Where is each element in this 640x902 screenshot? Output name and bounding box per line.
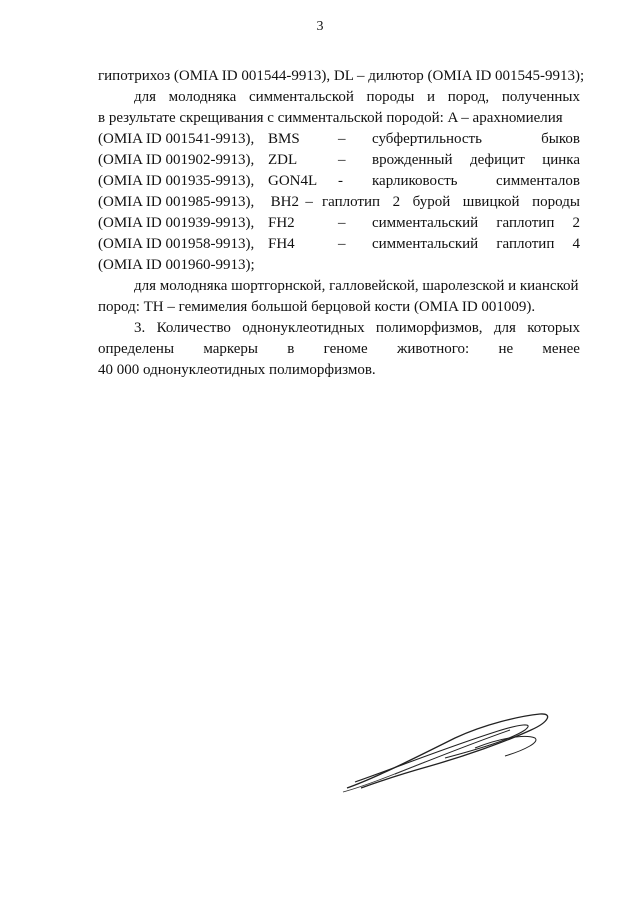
word: геноме	[323, 341, 368, 357]
marker-description	[372, 235, 580, 254]
paragraph-line: для молодняка шортгорнской, галловейской, шаролезской и кианской	[134, 278, 579, 294]
marker-code: BMS	[268, 131, 300, 147]
marker-description	[322, 193, 580, 212]
omia-id: (OMIA ID 001541-9913),	[98, 131, 255, 147]
marker-code: BH2	[270, 194, 299, 210]
omia-id: (OMIA ID 001985-9913),	[98, 194, 255, 210]
word: дефицит	[469, 152, 525, 168]
marker-code: FH4	[268, 236, 295, 252]
dash: -	[338, 173, 343, 189]
marker-code: ZDL	[268, 152, 298, 168]
marker-description	[372, 172, 580, 191]
word: породы	[532, 194, 580, 210]
marker-row	[98, 193, 580, 212]
word: животного:	[396, 341, 470, 357]
marker-description	[372, 214, 580, 233]
marker-code: FH2	[268, 215, 295, 231]
word: в	[287, 341, 295, 357]
paragraph-line: гипотрихоз (OMIA ID 001544-9913), DL – дилютор (OMIA ID 001545-9913);	[98, 68, 585, 84]
omia-id: (OMIA ID 001935-9913),	[98, 173, 255, 189]
marker-row	[98, 214, 580, 233]
paragraph-line: 3. Количество однонуклеотидных полиморфизмов, для которых	[134, 320, 580, 336]
marker-row	[98, 151, 580, 170]
word: цинка	[542, 152, 580, 168]
dash: –	[338, 236, 346, 252]
dash: –	[338, 215, 346, 231]
paragraph-line: пород: TH – гемимелия большой берцовой кости (OMIA ID 001009).	[98, 299, 536, 315]
paragraph-line: в результате скрещивания с симментальской породой: A – арахномиелия	[98, 110, 563, 126]
marker-row	[98, 235, 580, 254]
word: врожденный	[372, 152, 453, 168]
omia-id: (OMIA ID 001960-9913);	[98, 257, 255, 273]
dash: –	[338, 152, 346, 168]
page-number: 3	[316, 19, 324, 34]
word: субфертильность	[372, 131, 482, 147]
marker-row	[98, 172, 580, 191]
word: менее	[542, 341, 580, 357]
word: карликовость	[372, 173, 458, 189]
marker-description	[372, 151, 580, 170]
marker-code: GON4L	[268, 173, 318, 189]
word: не	[498, 341, 514, 357]
paragraph-line: для молодняка симментальской породы и пород, полученных	[134, 89, 580, 105]
word: симментальский	[372, 215, 479, 231]
word: симменталов	[496, 173, 580, 189]
dash: –	[305, 194, 313, 210]
word: гаплотип	[496, 215, 555, 231]
dash: –	[338, 131, 346, 147]
omia-id: (OMIA ID 001958-9913),	[98, 236, 255, 252]
omia-id: (OMIA ID 001939-9913),	[98, 215, 255, 231]
word: маркеры	[203, 341, 259, 357]
word: 2	[572, 215, 580, 231]
word: 2	[392, 194, 401, 210]
word: гаплотип	[496, 236, 555, 252]
word: швицкой	[462, 194, 520, 210]
marker-description	[372, 130, 580, 149]
word: 4	[572, 236, 580, 252]
word: определены	[98, 341, 175, 357]
word: быков	[541, 131, 580, 147]
marker-row	[98, 130, 580, 149]
paragraph-line-justified	[98, 340, 580, 359]
word: бурой	[412, 194, 451, 210]
signature	[335, 708, 565, 798]
word: симментальский	[372, 236, 479, 252]
word: гаплотип	[321, 194, 381, 210]
paragraph-line: 40 000 однонуклеотидных полиморфизмов.	[98, 362, 376, 378]
omia-id: (OMIA ID 001902-9913),	[98, 152, 255, 168]
